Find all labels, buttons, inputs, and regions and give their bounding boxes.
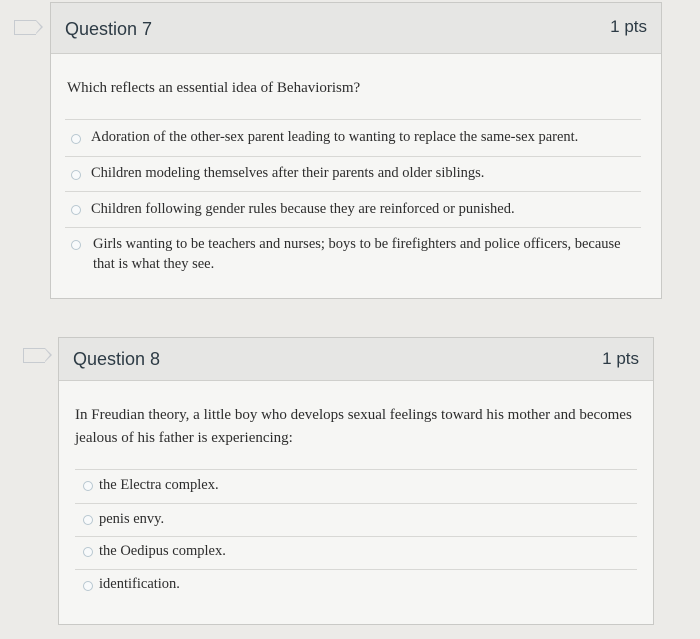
radio-button[interactable]: [71, 205, 81, 215]
answer-label: penis envy.: [99, 511, 165, 527]
radio-button[interactable]: [83, 547, 93, 557]
divider: [65, 227, 641, 228]
divider: [65, 191, 641, 192]
question-text: In Freudian theory, a little boy who develops sexual feelings toward his mother and becomes jealous of his father is experiencing:: [75, 407, 632, 446]
radio-button[interactable]: [83, 515, 93, 525]
flag-question-icon[interactable]: [14, 20, 36, 35]
divider: [75, 503, 637, 504]
answer-label: Children modeling themselves after their parents and older siblings.: [91, 165, 485, 181]
question-header: [59, 338, 653, 381]
answer-label: Girls wanting to be teachers and nurses; boys to be firefighters and police officers, because that is what they see.: [93, 236, 621, 272]
radio-button[interactable]: [71, 134, 81, 144]
answer-label: Adoration of the other-sex parent leading to wanting to replace the same-sex parent.: [91, 129, 579, 145]
divider: [75, 469, 637, 470]
question-text: Which reflects an essential idea of Behaviorism?: [67, 80, 361, 96]
question-header: [51, 3, 661, 54]
answer-label: the Electra complex.: [99, 477, 219, 493]
question-title: Question 7: [65, 19, 153, 39]
divider: [65, 156, 641, 157]
answer-label: identification.: [99, 576, 180, 592]
flag-question-icon[interactable]: [23, 348, 45, 363]
answer-label: the Oedipus complex.: [99, 543, 226, 559]
question-card-8: [58, 337, 654, 625]
question-title: Question 8: [73, 349, 161, 369]
radio-button[interactable]: [83, 581, 93, 591]
question-card-7: [50, 2, 662, 299]
radio-button[interactable]: [71, 240, 81, 250]
question-points: 1 pts: [602, 349, 639, 368]
answer-label: Children following gender rules because they are reinforced or punished.: [91, 201, 515, 217]
divider: [75, 536, 637, 537]
radio-button[interactable]: [71, 170, 81, 180]
divider: [65, 119, 641, 120]
radio-button[interactable]: [83, 481, 93, 491]
question-points: 1 pts: [610, 17, 647, 36]
divider: [75, 569, 637, 570]
